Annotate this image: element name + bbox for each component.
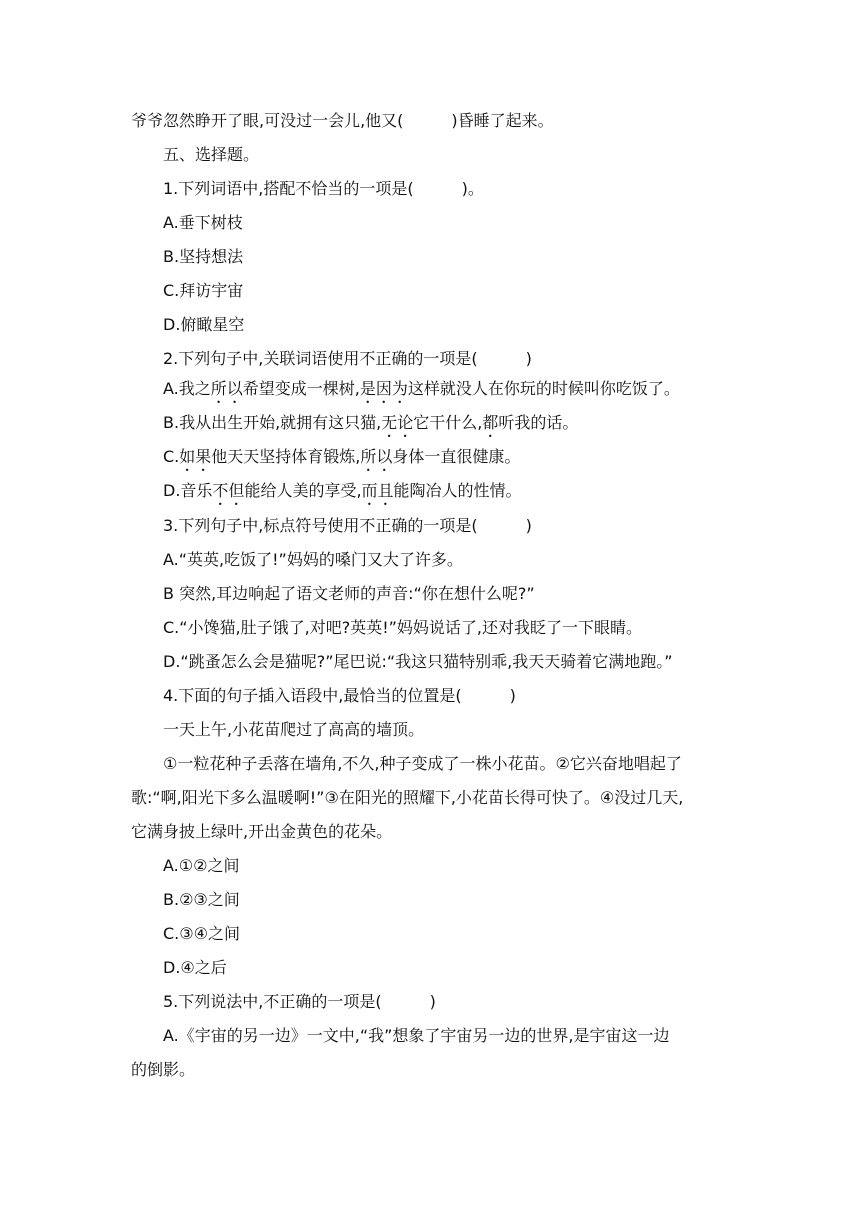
text-segment: 希望变成一棵树, bbox=[242, 379, 360, 398]
option-4c: C.③④之间 bbox=[163, 924, 240, 943]
option-3c: C.“小馋猫,肚子饿了,对吧?英英!”妈妈说话了,还对我眨了一下眼睛。 bbox=[163, 618, 643, 637]
text-segment: A.我之 bbox=[163, 379, 211, 398]
option-2b bbox=[163, 412, 578, 441]
option-1d: D.俯瞰星空 bbox=[163, 315, 245, 334]
emphasized-word: 都 bbox=[482, 413, 499, 432]
question-4-passage-line: ①一粒花种子丢落在墙角,不久,种子变成了一株小花苗。②它兴奋地唱起了 bbox=[163, 754, 682, 773]
question-1: 1.下列词语中,搭配不恰当的一项是( )。 bbox=[163, 179, 484, 198]
option-3b: B 突然,耳边响起了语文老师的声音:“你在想什么呢?” bbox=[163, 584, 535, 603]
question-3: 3.下列句子中,标点符号使用不正确的一项是( ) bbox=[163, 516, 532, 535]
option-2c bbox=[163, 446, 520, 475]
text-segment: 听我的话。 bbox=[498, 413, 579, 432]
section-heading: 五、选择题。 bbox=[163, 145, 260, 164]
option-1a: A.垂下树枝 bbox=[163, 213, 243, 232]
text-segment: 能给人美的享受, bbox=[244, 481, 362, 500]
option-5a-continued: 的倒影。 bbox=[131, 1060, 196, 1079]
text-segment: 他天天坚持体育锻炼, bbox=[211, 447, 361, 466]
option-4a: A.①②之间 bbox=[163, 856, 240, 875]
emphasized-word: 无论 bbox=[381, 413, 414, 432]
question-4: 4.下面的句子插入语段中,最恰当的位置是( ) bbox=[163, 686, 516, 705]
option-2d bbox=[163, 480, 522, 509]
option-3a: A.“英英,吃饭了!”妈妈的嗓门又大了许多。 bbox=[163, 550, 463, 569]
emphasized-word: 是因为 bbox=[359, 379, 408, 398]
question-4-sentence: 一天上午,小花苗爬过了高高的墙顶。 bbox=[163, 720, 425, 739]
text-segment: 它干什么, bbox=[413, 413, 483, 432]
text-segment: C. bbox=[163, 447, 180, 466]
option-5a: A.《宇宙的另一边》一文中,“我”想象了宇宙另一边的世界,是宇宙这一边 bbox=[163, 1026, 670, 1045]
text-segment: 身体一直很健康。 bbox=[392, 447, 521, 466]
text-segment: B.我从出生开始,就拥有这只猫, bbox=[163, 413, 382, 432]
option-2a bbox=[163, 378, 680, 407]
option-4d: D.④之后 bbox=[163, 958, 227, 977]
emphasized-word: 所以 bbox=[360, 447, 393, 466]
text-segment: 这样就没人在你玩的时候叫你吃饭了。 bbox=[407, 379, 680, 398]
text-line: 爷爷忽然睁开了眼,可没过一会儿,他又( )昏睡了起来。 bbox=[131, 111, 554, 130]
emphasized-word: 而且 bbox=[361, 481, 394, 500]
option-3d: D.“跳蚤怎么会是猫呢?”尾巴说:“我这只猫特别乖,我天天骑着它满地跑。” bbox=[163, 652, 673, 671]
emphasized-word: 不但 bbox=[212, 481, 245, 500]
question-5: 5.下列说法中,不正确的一项是( ) bbox=[163, 992, 436, 1011]
emphasized-word: 如果 bbox=[179, 447, 212, 466]
option-4b: B.②③之间 bbox=[163, 890, 240, 909]
question-4-passage-line: 歌:“啊,阳光下多么温暖啊!”③在阳光的照耀下,小花苗长得可快了。④没过几天, bbox=[131, 788, 684, 807]
option-1c: C.拜访宇宙 bbox=[163, 281, 244, 300]
text-segment: D.音乐 bbox=[163, 481, 213, 500]
text-segment: 能陶冶人的性情。 bbox=[393, 481, 522, 500]
emphasized-word: 所以 bbox=[210, 379, 243, 398]
option-1b: B.坚持想法 bbox=[163, 247, 244, 266]
question-2: 2.下列句子中,关联词语使用不正确的一项是( ) bbox=[163, 349, 532, 368]
question-4-passage-line: 它满身披上绿叶,开出金黄色的花朵。 bbox=[131, 822, 393, 841]
